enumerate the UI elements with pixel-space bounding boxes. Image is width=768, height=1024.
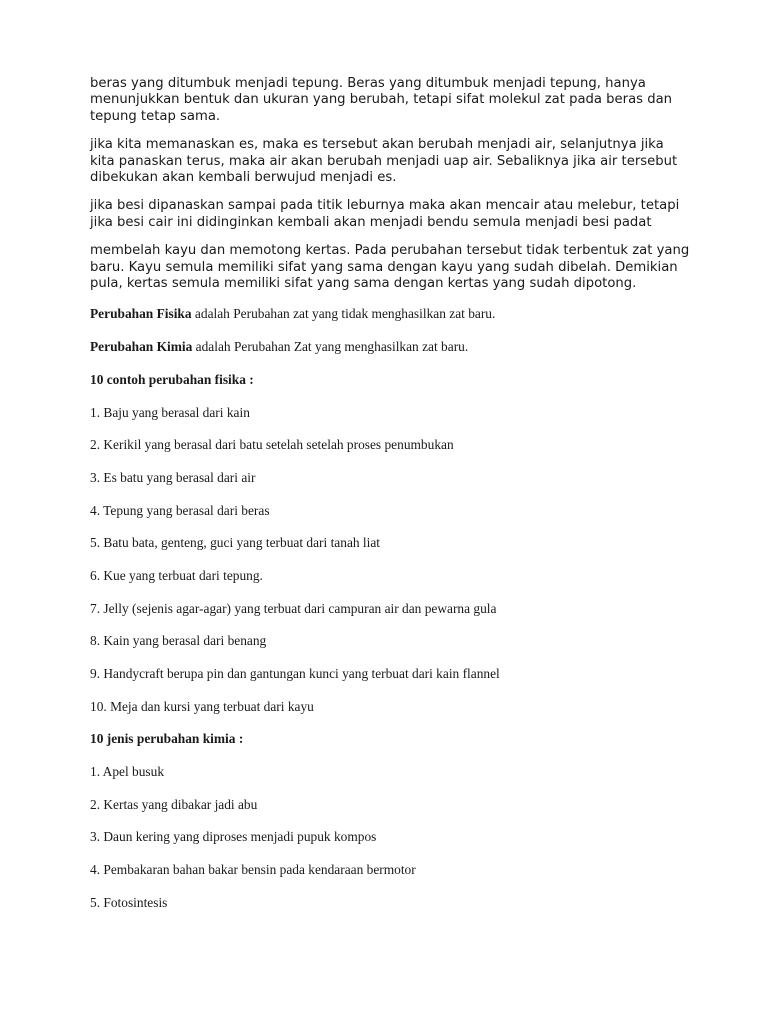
term-kimia: Perubahan Kimia	[90, 339, 193, 355]
heading-fisika-text: 10 contoh perubahan fisika :	[90, 371, 254, 387]
list-item: 4. Tepung yang berasal dari beras	[90, 502, 270, 518]
list-item: 10. Meja dan kursi yang terbuat dari kayu	[90, 698, 314, 714]
list-item: 3. Daun kering yang diproses menjadi pupuk kompos	[90, 829, 377, 845]
paragraph-beras: beras yang ditumbuk menjadi tepung. Beras yang ditumbuk menjadi tepung, hanya menunjukkan bentuk dan ukuran yang berubah, tetapi sifat molekul zat pada beras dan tepung tetap sama.	[90, 76, 673, 124]
term-fisika: Perubahan Fisika	[90, 306, 192, 322]
definition-kimia-text: adalah Perubahan Zat yang menghasilkan zat baru.	[192, 339, 469, 355]
list-item: 5. Batu bata, genteng, guci yang terbuat dari tanah liat	[90, 535, 381, 551]
heading-kimia-text: 10 jenis perubahan kimia :	[90, 731, 244, 747]
list-item: 2. Kerikil yang berasal dari batu setelah setelah proses penumbukan	[90, 437, 454, 453]
list-item: 3. Es batu yang berasal dari air	[90, 469, 256, 485]
list-item: 7. Jelly (sejenis agar-agar) yang terbuat dari campuran air dan pewarna gula	[90, 600, 497, 616]
list-item: 8. Kain yang berasal dari benang	[90, 633, 267, 649]
heading-kimia	[90, 731, 690, 747]
list-item: 1. Apel busuk	[90, 764, 165, 780]
paragraph-kayu: membelah kayu dan memotong kertas. Pada perubahan tersebut tidak terbentuk zat yang baru. Kayu semula memiliki sifat yang sama dengan kayu yang sudah dibelah. Demikian pula, kertas semula memiliki sifat yang sama dengan kertas yang sudah dipotong.	[90, 243, 690, 292]
paragraph-besi: jika besi dipanaskan sampai pada titik leburnya maka akan mencair atau melebur, tetapi jika besi cair ini didinginkan kembali akan menjadi bendu semula menjadi besi padat	[90, 198, 680, 230]
paragraph-es: jika kita memanaskan es, maka es tersebut akan berubah menjadi air, selanjutnya jika kita panaskan terus, maka air akan berubah menjadi uap air. Sebaliknya jika air tersebut dibekukan akan kembali berwujud menjadi es.	[90, 137, 678, 186]
list-item: 1. Baju yang berasal dari kain	[90, 404, 250, 420]
list-item: 5. Fotosintesis	[90, 894, 168, 910]
list-item: 4. Pembakaran bahan bakar bensin pada kendaraan bermotor	[90, 862, 416, 878]
list-item: 6. Kue yang terbuat dari tepung.	[90, 567, 263, 583]
list-item: 9. Handycraft berupa pin dan gantungan kunci yang terbuat dari kain flannel	[90, 666, 500, 682]
list-item: 2. Kertas yang dibakar jadi abu	[90, 796, 258, 812]
heading-fisika	[90, 372, 690, 388]
document-page	[90, 76, 690, 928]
definition-kimia	[90, 339, 690, 355]
definition-fisika-text: adalah Perubahan zat yang tidak menghasilkan zat baru.	[191, 306, 496, 322]
definition-fisika	[90, 306, 690, 322]
